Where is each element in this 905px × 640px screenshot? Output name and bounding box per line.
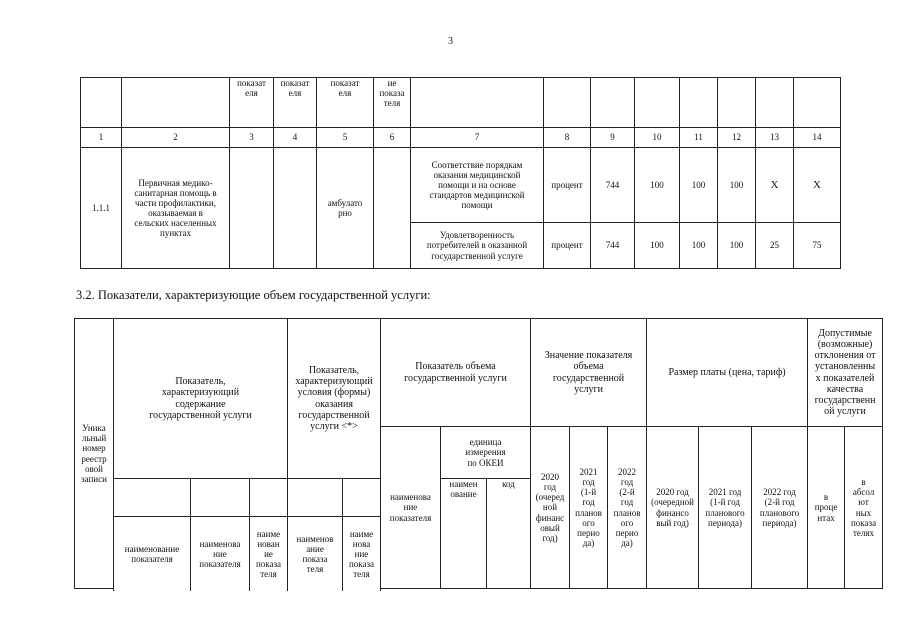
- table2-header-row-1: [75, 319, 883, 427]
- registry-code: 1.1.1: [81, 148, 122, 269]
- unit-name-header: наимен ование: [441, 479, 487, 589]
- indicator-unit: процент: [544, 223, 591, 269]
- indicator-name: Соответствие порядкам оказания медицинской помощи и на основе стандартов медицинской помощи: [411, 148, 544, 223]
- col-number: 8: [544, 128, 591, 148]
- deviation-percent: 25: [756, 223, 794, 269]
- col-number: 2: [122, 128, 230, 148]
- value-2020: 100: [635, 148, 680, 223]
- col-number: 11: [680, 128, 718, 148]
- content-indicator-2-header: наименова ние показателя: [191, 517, 250, 591]
- table-row: [81, 148, 841, 223]
- registry-number-header: Уника льный номер реестр овой записи: [75, 319, 114, 589]
- volume-indicators-subheaders: [113, 516, 381, 591]
- value-2021-header: 2021 год (1-й год планов ого перио да): [570, 427, 608, 589]
- volume-value-header: Значение показателя объема государственной услуги: [531, 319, 647, 427]
- col-number: 14: [794, 128, 841, 148]
- col-number: 13: [756, 128, 794, 148]
- deviation-absolute: 75: [794, 223, 841, 269]
- deviation-percent: X: [756, 148, 794, 223]
- header-col3: показат еля: [230, 78, 274, 128]
- deviation-percent-header: в проце нтах: [808, 427, 845, 589]
- col-number: 3: [230, 128, 274, 148]
- header-col6: ие показа теля: [374, 78, 411, 128]
- indicator-okei: 744: [591, 148, 635, 223]
- fee-2021-header: 2021 год (1-й год планового периода): [699, 427, 752, 589]
- service-condition: амбулато рно: [317, 148, 374, 269]
- content-indicator-header: Показатель, характеризующий содержание государственной услуги: [114, 319, 288, 479]
- col-number: 4: [274, 128, 317, 148]
- value-2022: 100: [718, 148, 756, 223]
- content-indicator-3-header: наиме нован ие показа теля: [250, 517, 288, 591]
- fee-2022-header: 2022 год (2-й год планового периода): [752, 427, 808, 589]
- condition-indicator-2-header: наиме нова ние показа теля: [343, 517, 381, 591]
- col-number: 5: [317, 128, 374, 148]
- col-number: 6: [374, 128, 411, 148]
- col-number: 12: [718, 128, 756, 148]
- quality-indicators-table: [80, 77, 841, 269]
- deviation-absolute-header: в абсол ют ных показа телях: [845, 427, 883, 589]
- deviation-absolute: X: [794, 148, 841, 223]
- condition-indicator-header: Показатель, характеризующий условия (формы) оказания государственной услуги <*>: [288, 319, 381, 479]
- fee-2020-header: 2020 год (очередной финансо вый год): [647, 427, 699, 589]
- fee-header: Размер платы (цена, тариф): [647, 319, 808, 427]
- header-col5: показат еля: [317, 78, 374, 128]
- col-number: 7: [411, 128, 544, 148]
- indicator-okei: 744: [591, 223, 635, 269]
- value-2021: 100: [680, 148, 718, 223]
- volume-indicator-header: Показатель объема государственной услуги: [381, 319, 531, 427]
- volume-indicator-name-header: наименова ние показателя: [381, 427, 441, 589]
- content-indicator-1-header: наименование показателя: [114, 517, 191, 591]
- value-2020: 100: [635, 223, 680, 269]
- col-number: 10: [635, 128, 680, 148]
- unit-code-header: код: [487, 479, 531, 589]
- indicator-unit: процент: [544, 148, 591, 223]
- col-number: 9: [591, 128, 635, 148]
- column-numbers-row: [81, 128, 841, 148]
- indicator-name: Удовлетворенность потребителей в оказанной государственной услуге: [411, 223, 544, 269]
- section-title: 3.2. Показатели, характеризующие объем государственной услуги:: [76, 288, 431, 302]
- value-2022-header: 2022 год (2-й год планов ого перио да): [608, 427, 647, 589]
- condition-indicator-1-header: наименов ание показа теля: [288, 517, 343, 591]
- value-2021: 100: [680, 223, 718, 269]
- value-2020-header: 2020 год (очеред ной финанс овый год): [531, 427, 570, 589]
- header-col4: показат еля: [274, 78, 317, 128]
- col-number: 1: [81, 128, 122, 148]
- unit-okei-header: единица измерения по ОКЕИ: [441, 427, 531, 479]
- service-name: Первичная медико- санитарная помощь в части профилактики, оказываемая в сельских населенных пунктах: [122, 148, 230, 269]
- page-number: 3: [448, 36, 453, 47]
- deviation-header: Допустимые (возможные) отклонения от установленны х показателей качества государственн ой услуги: [808, 319, 883, 427]
- value-2022: 100: [718, 223, 756, 269]
- table1-header-row: [81, 78, 841, 128]
